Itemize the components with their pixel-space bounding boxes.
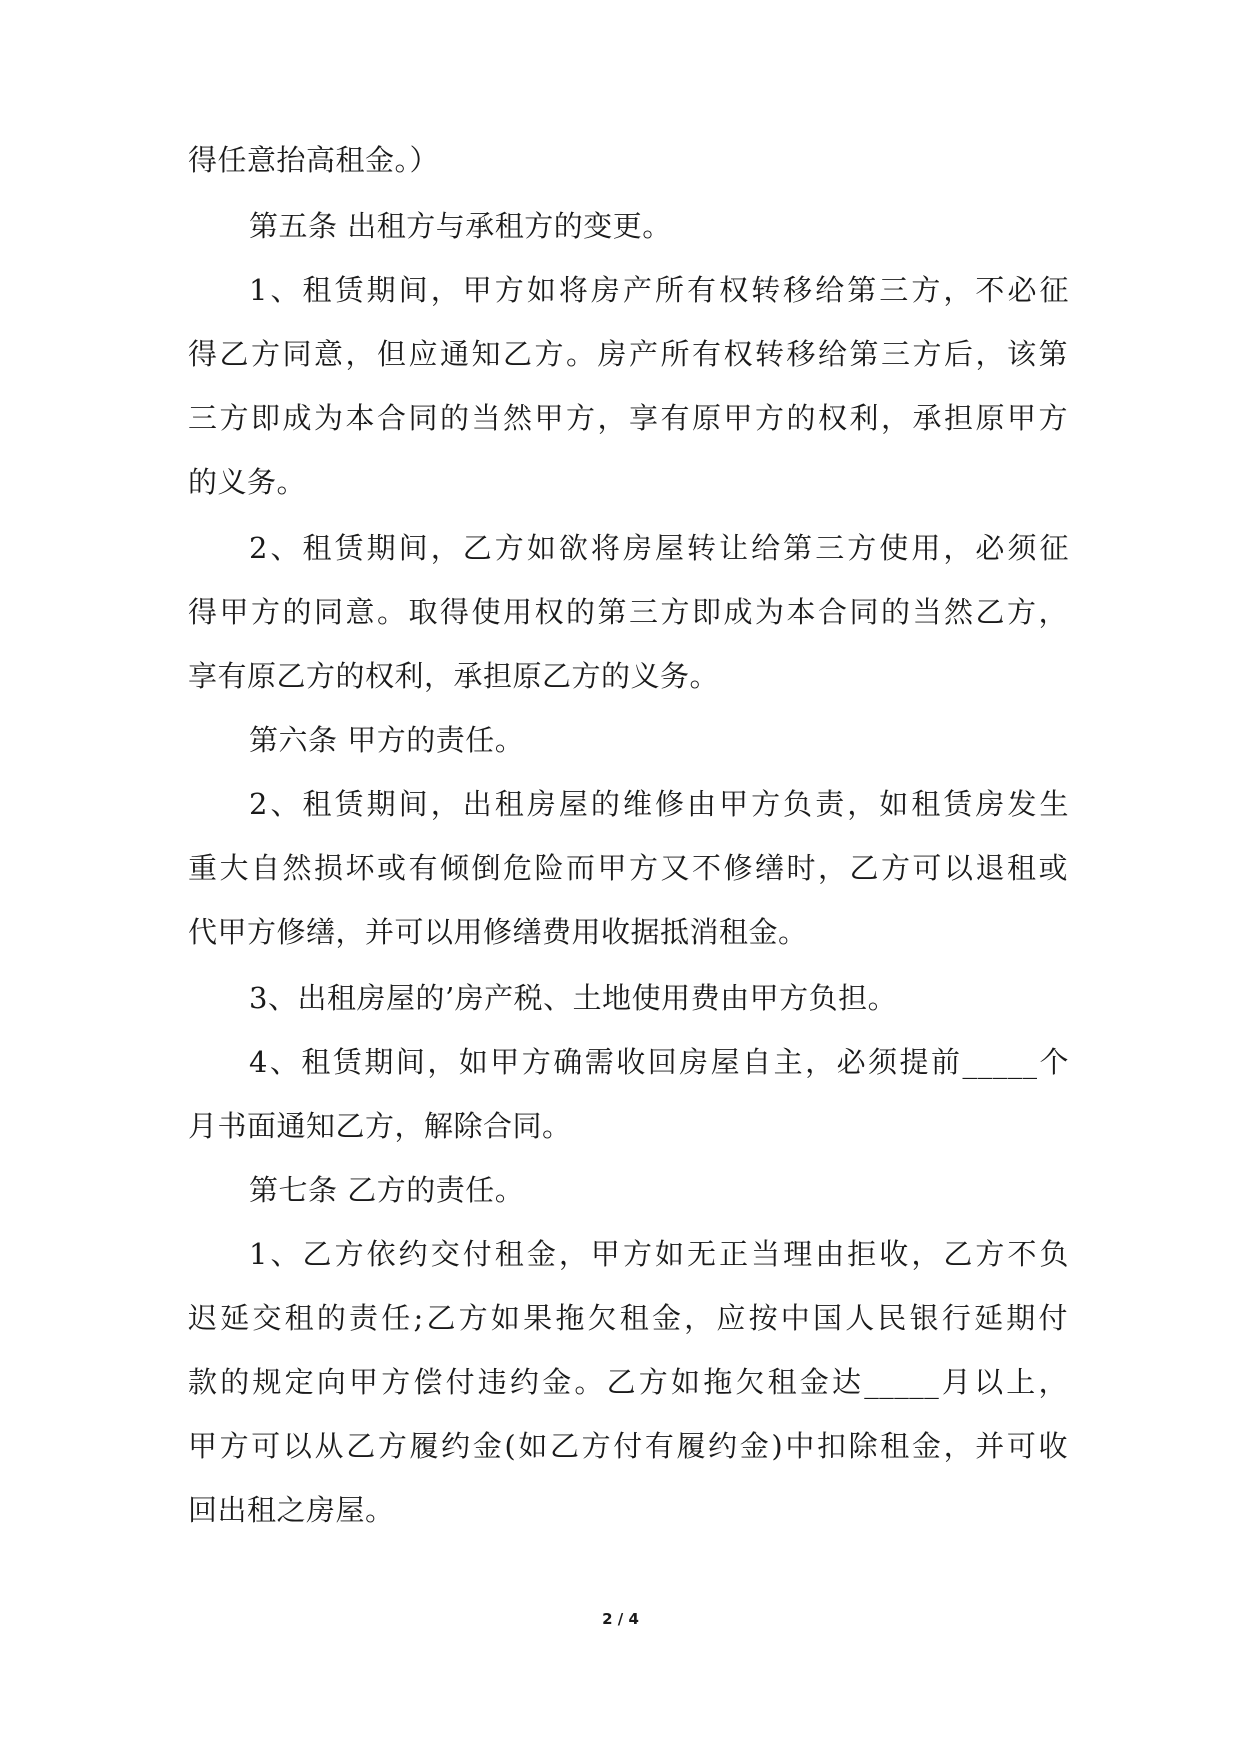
text-line: 享有原乙方的权利，承担原乙方的义务。	[188, 659, 720, 693]
section-heading: 第六条 甲方的责任。	[249, 723, 525, 757]
page-number: 2 / 4	[602, 1610, 639, 1628]
text-line: 款的规定向甲方偿付违约金。乙方如拖欠租金达_____月以上，	[188, 1365, 1068, 1399]
text-line: 3、出租房屋的’房产税、土地使用费由甲方负担。	[249, 981, 898, 1015]
text-line: 2、租赁期间，出租房屋的维修由甲方负责，如租赁房发生	[249, 787, 1069, 821]
text-line: 2、租赁期间，乙方如欲将房屋转让给第三方使用，必须征	[249, 531, 1069, 565]
text-line: 月书面通知乙方，解除合同。	[188, 1109, 572, 1143]
text-line: 重大自然损坏或有倾倒危险而甲方又不修缮时，乙方可以退租或	[188, 851, 1068, 885]
section-heading: 第七条 乙方的责任。	[249, 1173, 525, 1207]
section-heading: 第五条 出租方与承租方的变更。	[249, 209, 672, 243]
text-line: 代甲方修缮，并可以用修缮费用收据抵消租金。	[188, 915, 808, 949]
text-line: 回出租之房屋。	[188, 1493, 395, 1527]
text-line: 三方即成为本合同的当然甲方，享有原甲方的权利，承担原甲方	[188, 401, 1068, 435]
text-line: 得任意抬高租金。）	[188, 143, 440, 177]
text-line: 甲方可以从乙方履约金(如乙方付有履约金)中扣除租金，并可收	[188, 1429, 1068, 1463]
text-line: 的义务。	[188, 465, 307, 499]
text-line: 迟延交租的责任;乙方如果拖欠租金，应按中国人民银行延期付	[188, 1301, 1068, 1335]
text-line: 1、乙方依约交付租金，甲方如无正当理由拒收，乙方不负	[249, 1237, 1069, 1271]
text-line: 1、租赁期间，甲方如将房产所有权转移给第三方，不必征	[249, 273, 1069, 307]
text-line: 得甲方的同意。取得使用权的第三方即成为本合同的当然乙方，	[188, 595, 1068, 629]
text-line: 4、租赁期间，如甲方确需收回房屋自主，必须提前_____个	[249, 1045, 1069, 1079]
text-line: 得乙方同意，但应通知乙方。房产所有权转移给第三方后，该第	[188, 337, 1068, 371]
